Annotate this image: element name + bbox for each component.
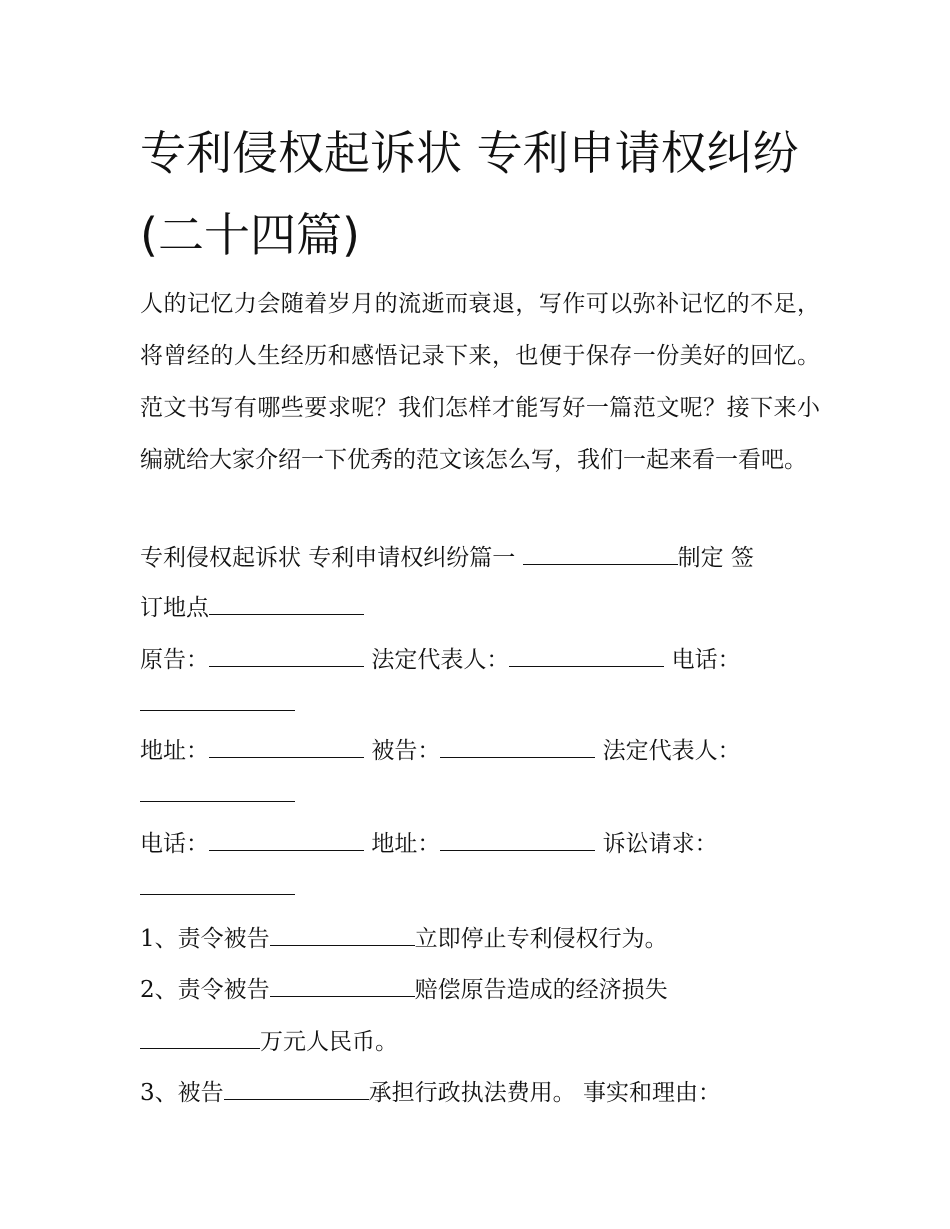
phone-label: 电话： (671, 647, 741, 673)
document-title: 专利侵权起诉状 专利申请权纠纷(二十四篇) (140, 126, 799, 262)
claim-item-1 (140, 919, 668, 957)
blank-field[interactable] (270, 970, 415, 997)
address-label: 地址： (140, 738, 209, 764)
made-label: 制定 签 (677, 545, 754, 571)
blank-line (140, 684, 295, 722)
intro-paragraph: 人的记忆力会随着岁月的流逝而衰退，写作可以弥补记忆的不足，将曾经的人生经历和感悟记录下来，也便于保存一份美好的回忆。范文书写有哪些要求呢？我们怎样才能写好一篇范文呢？接下来小编就给大家介绍一下优秀的范文该怎么写，我们一起来看一看吧。 (140, 291, 820, 473)
address-label: 地址： (371, 831, 441, 857)
item1-suffix: 立即停止专利侵权行为。 (414, 926, 668, 952)
claim-item-3 (140, 1073, 721, 1111)
claims-label: 诉讼请求： (602, 831, 718, 857)
blank-field[interactable] (140, 684, 295, 711)
blank-field[interactable] (224, 1073, 369, 1100)
heading-line (140, 538, 754, 576)
item2-suffix: 赔偿原告造成的经济损失 (414, 977, 668, 1003)
phone-line (140, 824, 718, 862)
blank-field[interactable] (440, 824, 595, 851)
plaintiff-line (140, 640, 741, 678)
phone-label: 电话： (140, 831, 209, 857)
blank-field[interactable] (440, 731, 595, 758)
blank-field[interactable] (523, 538, 678, 565)
sign-place-line (140, 588, 364, 626)
blank-line (140, 775, 295, 813)
blank-field[interactable] (209, 640, 364, 667)
legal-rep-label: 法定代表人： (602, 738, 741, 764)
blank-line (140, 868, 295, 906)
item2-amount-suffix: 万元人民币。 (260, 1029, 398, 1055)
claim-item-2-amount (140, 1022, 398, 1060)
legal-rep-label: 法定代表人： (371, 647, 510, 673)
item3-suffix: 承担行政执法费用。 事实和理由： (368, 1080, 721, 1106)
blank-field[interactable] (209, 731, 364, 758)
blank-field[interactable] (140, 868, 295, 895)
sign-place-label: 订地点 (140, 595, 209, 621)
claim-item-2 (140, 970, 668, 1008)
plaintiff-label: 原告： (140, 647, 209, 673)
blank-field[interactable] (140, 1022, 260, 1049)
blank-field[interactable] (209, 824, 364, 851)
item2-prefix: 2、责令被告 (140, 977, 270, 1003)
section-heading: 专利侵权起诉状 专利申请权纠纷篇一 (140, 545, 516, 571)
blank-field[interactable] (209, 588, 364, 615)
item3-prefix: 3、被告 (140, 1080, 224, 1106)
address-line (140, 731, 741, 769)
blank-field[interactable] (270, 919, 415, 946)
blank-field[interactable] (509, 640, 664, 667)
defendant-label: 被告： (371, 738, 441, 764)
blank-field[interactable] (140, 775, 295, 802)
item1-prefix: 1、责令被告 (140, 926, 270, 952)
